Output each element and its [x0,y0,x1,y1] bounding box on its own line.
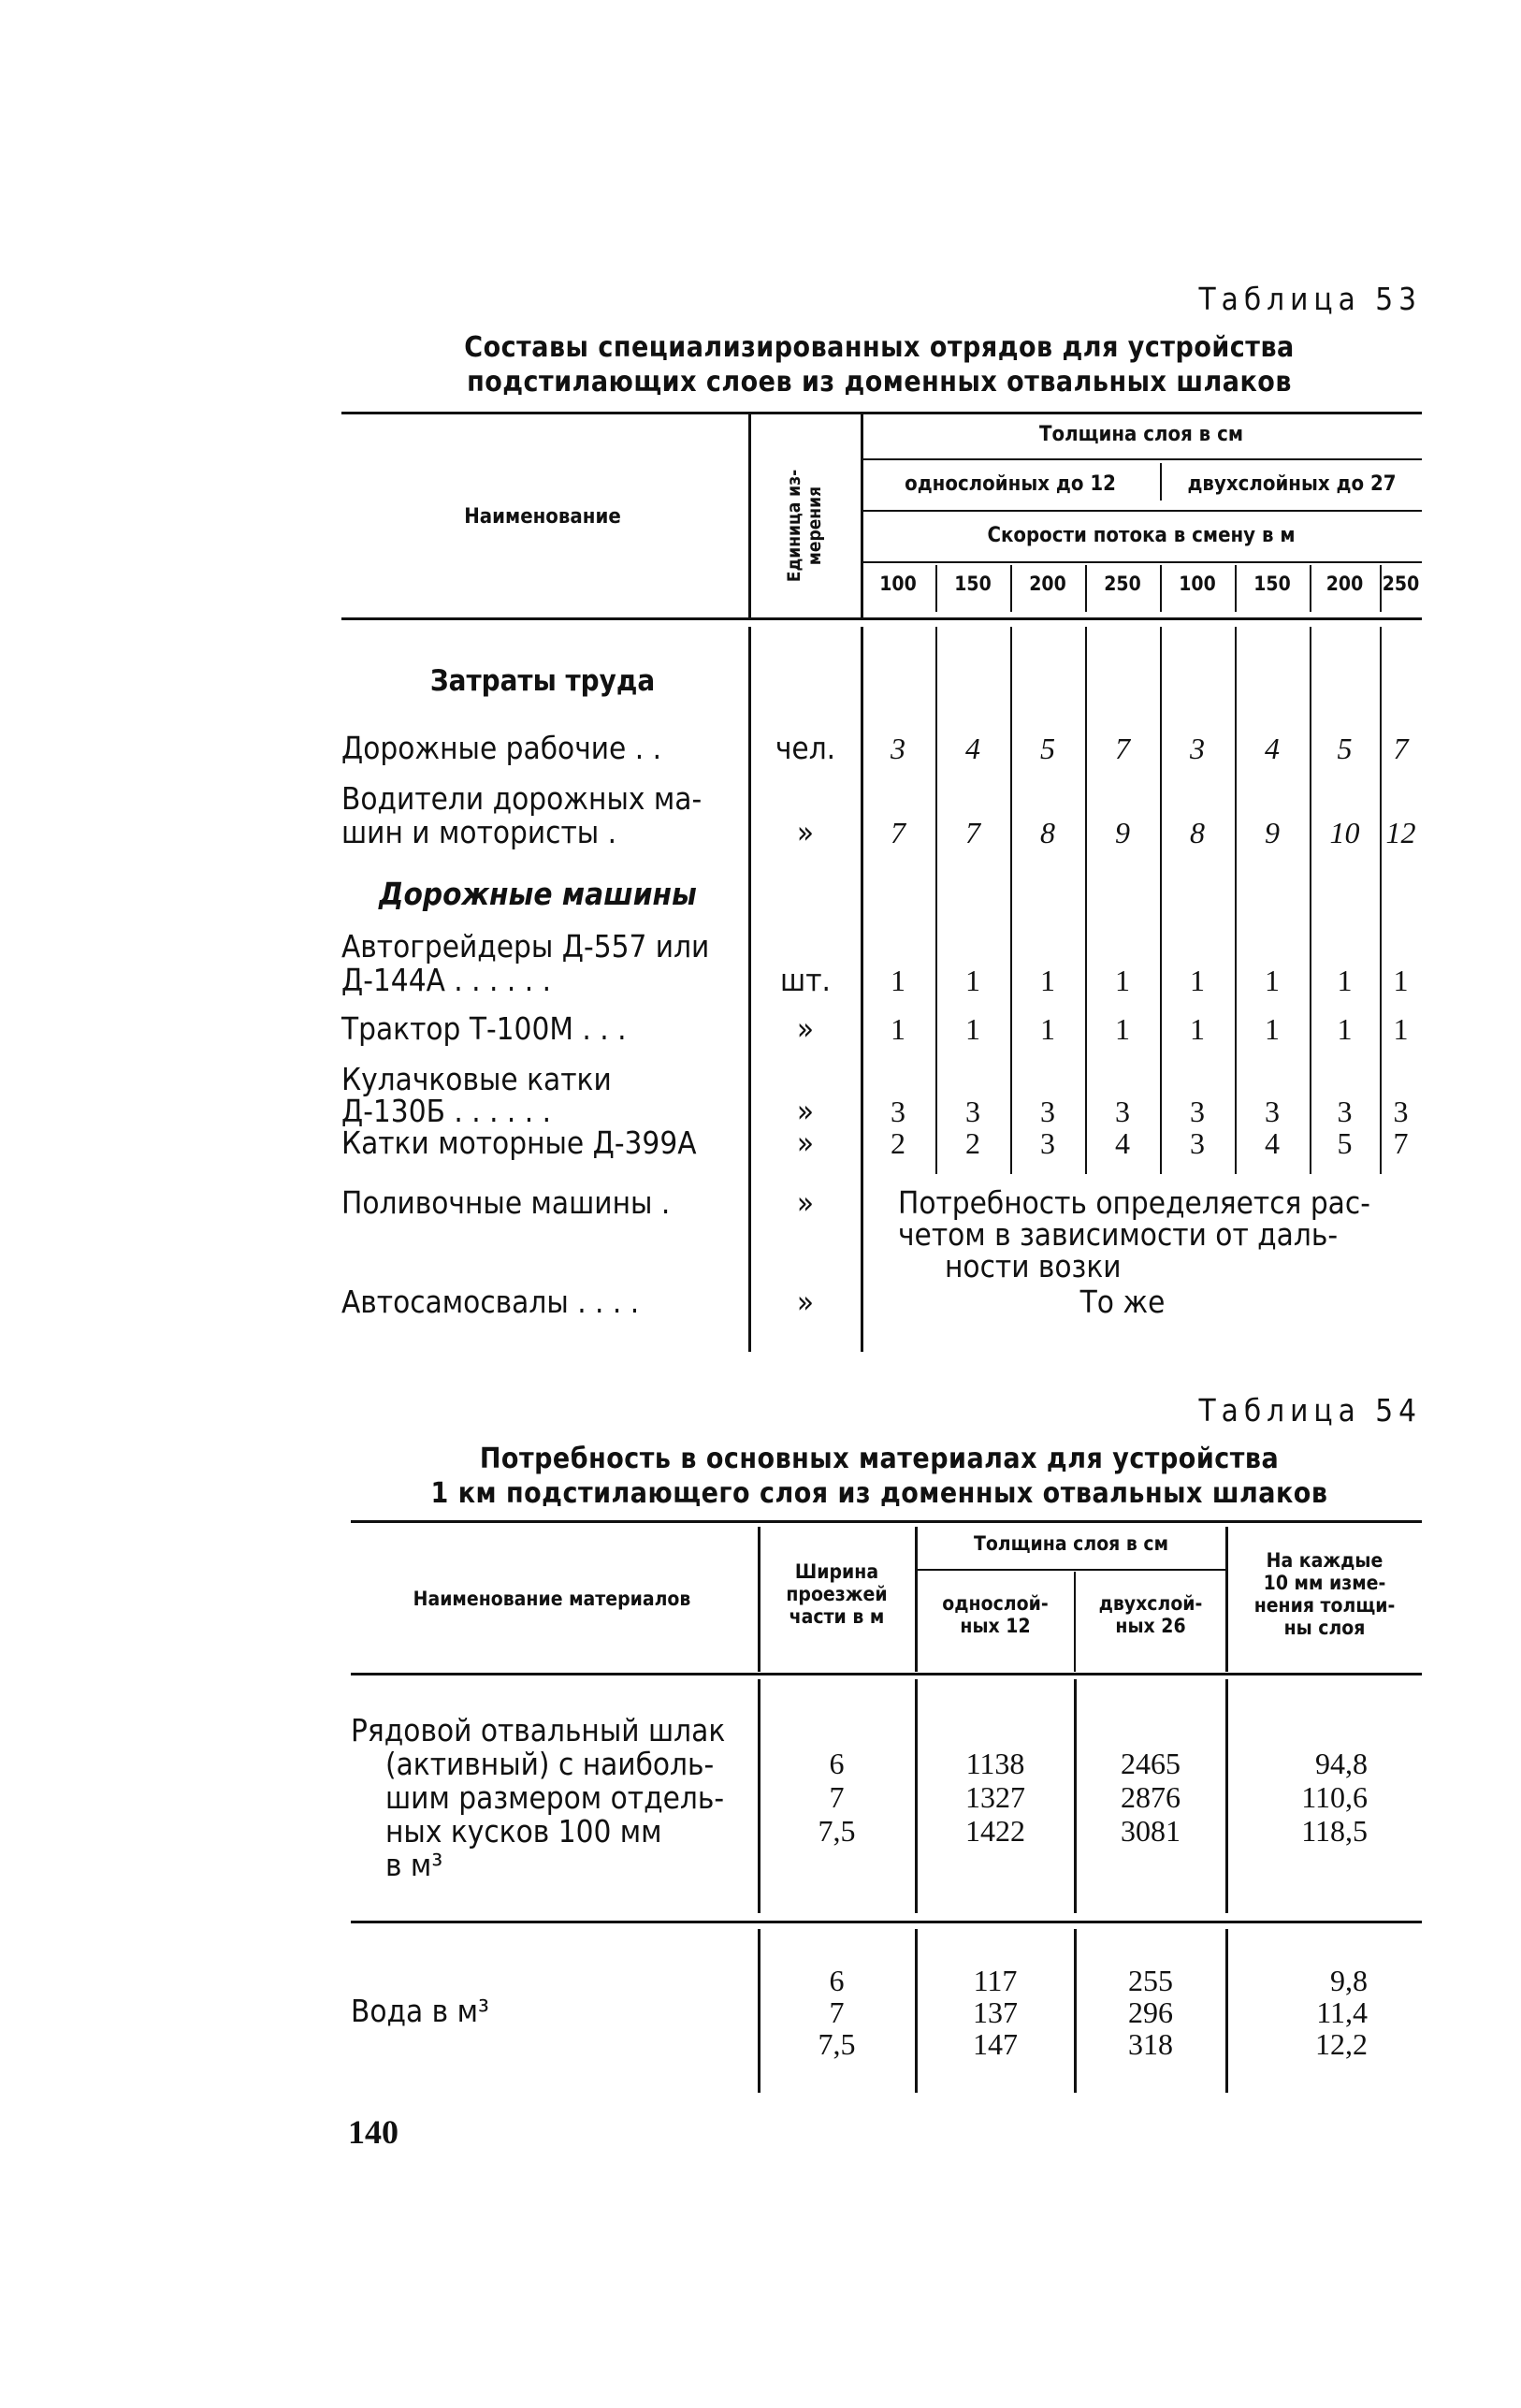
table54-title-line2: 1 км подстилающего слоя из доменных отвальных шлаков [430,1477,1328,1510]
table53-speed-header-7: 200 [1325,573,1364,595]
table53-row6-value-6: 4 [1265,1126,1280,1160]
table53-body-divider-col7 [1310,627,1311,1174]
table54-row1-each-3: 118,5 [1301,1814,1368,1848]
table54-header-thickness: Толщина слоя в см [973,1532,1169,1555]
table53-row6-value-8: 7 [1393,1126,1409,1160]
table53-row5-value-1: 3 [891,1095,905,1128]
table53-row2-name-line2: шин и мотористы . [341,814,617,850]
table53-row5-value-7: 3 [1337,1095,1353,1128]
table53-speed-divider-3 [1085,565,1087,612]
table53-row2-name-line1: Водители дорожных ма- [341,780,703,817]
table53-row2-value-2: 7 [965,816,980,849]
table54-row1-name-line1: Рядовой отвальный шлак [351,1712,726,1748]
table53-row5-value-6: 3 [1265,1095,1280,1128]
table54-row1-each-1: 94,8 [1315,1747,1368,1780]
table53-thickness-rule [861,458,1422,460]
table54-thickness-rule [917,1569,1225,1571]
table53-speed-divider-6 [1310,565,1311,612]
table53-row4-value-6: 1 [1265,1012,1280,1046]
page-number: 140 [348,2113,398,2151]
table54-header-each-line2: 10 мм изме- [1263,1572,1386,1594]
table53-speed-divider-5 [1235,565,1237,612]
table54-header-name: Наименование материалов [413,1588,691,1610]
table54-header-each-line4: ны слоя [1283,1617,1366,1639]
table54-row2-width-3: 7,5 [818,2027,856,2061]
table53-row6-value-2: 2 [965,1126,980,1160]
table53-row5-value-4: 3 [1115,1095,1130,1128]
table53-speed-header-1: 100 [879,573,917,595]
table53-row2-value-5: 8 [1190,816,1205,849]
table54-row2-double-3: 318 [1128,2027,1173,2061]
table54-header-width-line2: проезжей [786,1583,888,1605]
table53-header-unit: Единица из-мерения [784,469,825,583]
table53-row8-unit: » [796,1284,815,1320]
table53-row3-unit: шт. [780,962,831,998]
table53-row4-value-7: 1 [1337,1012,1353,1046]
table53-row1-value-4: 7 [1115,732,1130,765]
table53-header-single: однослойных до 12 [905,472,1116,496]
table53-row1-value-8: 7 [1393,732,1409,765]
table53-header-name: Наименование [464,505,621,529]
table53-row1-value-5: 3 [1190,732,1205,765]
table54-row1-name-line3: шим размером отдель- [385,1779,725,1816]
table54-row2-double-1: 255 [1128,1964,1173,1997]
table53-row4-unit: » [796,1010,815,1047]
table53-header-speed: Скорости потока в смену в м [987,524,1296,547]
table54-row2-each-1: 9,8 [1330,1964,1368,1997]
table53-body-divider-unit [748,627,751,1352]
table53-section-labor: Затраты труда [429,664,656,698]
table54-row2-each-2: 11,4 [1316,1995,1368,2029]
table54-row1-width-1: 6 [829,1747,845,1780]
table53-row3-value-6: 1 [1265,964,1280,997]
table53-body-divider-col2 [935,627,937,1174]
table54-row1-single-3: 1422 [965,1814,1025,1848]
table53-body-divider-col3 [1010,627,1012,1174]
table53-row4-value-5: 1 [1190,1012,1205,1046]
table53-row2-value-7: 10 [1329,816,1360,849]
table54-row1-name-line4: ных кусков 100 мм [385,1813,662,1850]
table54-row2-single-3: 147 [973,2027,1018,2061]
table53-row2-value-1: 7 [891,816,905,849]
table54-row1-each-2: 110,6 [1301,1780,1368,1814]
table53-row4-value-2: 1 [965,1012,980,1046]
table53-row5-value-2: 3 [965,1095,980,1128]
table53-row5-name-line2: Д-130Б . . . . . . [341,1093,552,1129]
table54-row1-double-2: 2876 [1121,1780,1181,1814]
table53-row7-unit: » [796,1184,815,1221]
table53-row2-unit: » [796,814,815,850]
table53-row6-value-1: 2 [891,1126,905,1160]
table54-header-width-line3: части в м [789,1605,885,1628]
table53-row1-unit: чел. [775,730,836,766]
table53-row3-value-1: 1 [891,964,905,997]
table54-header-width-line1: Ширина [794,1560,879,1583]
table53-row1-name: Дорожные рабочие . . [341,730,662,766]
table53-row3-value-5: 1 [1190,964,1205,997]
table53-row2-value-3: 8 [1040,816,1055,849]
table54-row2-each-3: 12,2 [1315,2027,1368,2061]
table54-header-double-line1: двухслой- [1098,1592,1203,1615]
table53-speed-divider-2 [1010,565,1012,612]
table53-speed-header-8: 250 [1382,573,1420,595]
table53-row6-name: Катки моторные Д-399А [341,1124,697,1161]
table54-row2-double-2: 296 [1128,1995,1173,2029]
table53-row5-value-3: 3 [1040,1095,1055,1128]
table53-title-line1: Составы специализированных отрядов для устройства [464,331,1295,364]
table53-speed-header-2: 150 [954,573,992,595]
table53-body-divider-col5 [1160,627,1162,1174]
table53-header-divider-1 [748,412,751,617]
table54-row-separator [351,1921,1422,1923]
table54-row1-name-line2: (активный) с наиболь- [385,1746,715,1782]
table54-row2-width-2: 7 [829,1995,845,2029]
table54-header-double-line2: ных 26 [1115,1615,1186,1637]
table53-speed-header-3: 200 [1029,573,1066,595]
table53-row3-value-2: 1 [965,964,980,997]
table53-row1-value-3: 5 [1040,732,1055,765]
table54-row1-width-2: 7 [829,1780,845,1814]
table53-speed-header-5: 100 [1179,573,1216,595]
table53-row1-value-7: 5 [1337,732,1353,765]
table54-header-single-line1: однослой- [942,1592,1049,1615]
table53-speed-rule [861,561,1422,563]
table53-row1-value-2: 4 [965,732,980,765]
table54-row2-width-1: 6 [829,1964,845,1997]
table53-row3-name-line2: Д-144А . . . . . . [341,962,551,998]
table54-header-each-line1: На каждые [1266,1549,1383,1572]
table53-row6-value-3: 3 [1040,1126,1055,1160]
table53-row4-value-8: 1 [1393,1012,1409,1046]
table53-row5-unit: » [796,1093,815,1129]
table53-row4-value-3: 1 [1040,1012,1055,1046]
table54-header-single-line2: ных 12 [960,1615,1031,1637]
table54-row1-single-2: 1327 [965,1780,1025,1814]
table54-row1-width-3: 7,5 [818,1814,856,1848]
table53-section-machines: Дорожные машины [379,876,697,912]
table53-row2-value-6: 9 [1265,816,1280,849]
table53-row5-value-5: 3 [1190,1095,1205,1128]
table53-body-divider-col4 [1085,627,1087,1174]
table53-row3-value-7: 1 [1337,964,1353,997]
table53-header-bottom-rule [341,617,1422,620]
table53-row3-value-3: 1 [1040,964,1055,997]
table53-speed-divider-1 [935,565,937,612]
table53-speed-header-4: 250 [1104,573,1141,595]
table54-row1-single-1: 1138 [965,1747,1025,1780]
table53-body-divider-col6 [1235,627,1237,1174]
table53-row2-value-4: 9 [1115,816,1130,849]
table54-header-each-line3: нения толщи- [1253,1594,1396,1617]
table53-row1-value-6: 4 [1265,732,1280,765]
table53-row5-name-line1: Кулачковые катки [341,1061,612,1097]
table53-row4-value-4: 1 [1115,1012,1130,1046]
table54-row2-single-2: 137 [973,1995,1018,2029]
table53-top-rule [341,412,1422,414]
table53-row8-name: Автосамосвалы . . . . [341,1284,640,1320]
table53-speed-divider-7 [1380,565,1382,612]
table53-row5-value-8: 3 [1393,1095,1409,1128]
table54-header-bottom-rule [351,1673,1422,1675]
table53-row3-value-4: 1 [1115,964,1130,997]
table53-speed-divider-4 [1160,565,1162,612]
table54-row1-double-1: 2465 [1121,1747,1181,1780]
table53-row7-name: Поливочные машины . [341,1184,671,1221]
table53-body-divider-col8 [1380,627,1382,1174]
table54-row1-double-3: 3081 [1121,1814,1181,1848]
table53-row7-note-line2: четом в зависимости от даль- [898,1216,1339,1253]
table53-speed-header-6: 150 [1253,573,1291,595]
table53-header-thickness: Толщина слоя в см [1038,423,1243,446]
table54-caption: Таблица 54 [1198,1392,1422,1429]
table53-row6-value-7: 5 [1337,1126,1353,1160]
table53-row7-note-line3: ности возки [945,1248,1122,1284]
table53-row6-value-5: 3 [1190,1126,1205,1160]
table53-caption: Таблица 53 [1198,281,1422,317]
table53-row8-note: То же [1079,1284,1166,1320]
table53-row7-note-line1: Потребность определяется рас- [898,1184,1370,1221]
table53-row3-name-line1: Автогрейдеры Д-557 или [341,928,710,965]
table53-row6-unit: » [796,1124,815,1161]
table53-row4-value-1: 1 [891,1012,905,1046]
table53-row1-value-1: 3 [891,732,905,765]
table53-row4-name: Трактор Т-100М . . . [341,1010,627,1047]
table53-row3-value-8: 1 [1393,964,1409,997]
table53-header-double: двухслойных до 27 [1187,472,1397,496]
table53-layers-rule [861,510,1422,512]
table54-row2-name: Вода в м³ [351,1993,489,2029]
table53-title-line2: подстилающих слоев из доменных отвальных шлаков [467,366,1292,399]
table54-row1-name-line5: в м³ [385,1847,443,1883]
table53-row2-value-8: 12 [1385,816,1416,849]
table54-title-line1: Потребность в основных материалах для устройства [479,1443,1280,1475]
table53-row6-value-4: 4 [1115,1126,1130,1160]
table54-top-rule [351,1520,1422,1523]
table54-row2-single-1: 117 [973,1964,1018,1997]
